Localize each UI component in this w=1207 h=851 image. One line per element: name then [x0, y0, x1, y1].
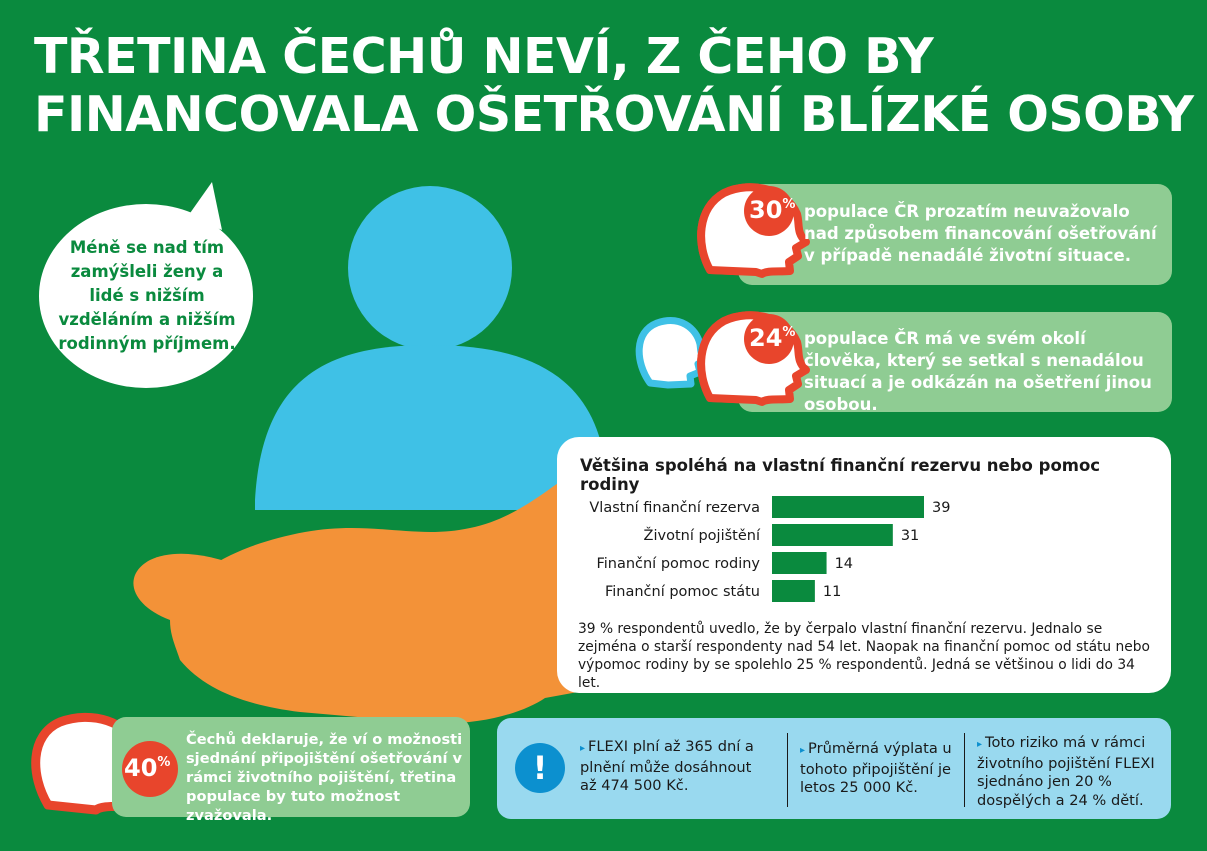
bar-label: Finanční pomoc státu	[604, 584, 760, 600]
exclamation-icon: !	[515, 743, 565, 793]
bar-value-label: 39	[932, 500, 951, 516]
stat-text-30: populace ČR prozatím neuvažovalo nad způsobem financování ošetřování v případě nenadálé životní situace.	[804, 202, 1157, 265]
speech-bubble-text: Méně se nad tím zamýšleli ženy a lidé s nižším vzděláním a nižším rodinným příjmem.	[58, 238, 236, 353]
bar-value-label: 31	[900, 528, 920, 544]
title-line-1: TŘETINA ČECHŮ NEVÍ, Z ČEHO BY	[34, 28, 934, 85]
bar-value-label: 14	[834, 556, 854, 572]
bar-chart	[570, 490, 990, 610]
bar	[772, 552, 827, 574]
info-divider-2	[964, 733, 965, 807]
info-item-1: ▸ FLEXI plní až 365 dní a plnění může dosáhnout až 474 500 Kč.	[580, 738, 754, 794]
bar	[772, 524, 893, 546]
bottom-stat-text: Čechů deklaruje, že ví o možnosti sjednání připojištění ošetřování v rámci životního pojištění, třetina populace by tuto možnost zvažovala.	[186, 731, 463, 824]
chart-note: 39 % respondentů uvedlo, že by čerpalo vlastní finanční rezervu. Jednalo se zejména o starší respondenty nad 54 let. Naopak na finanční pomoc od státu nebo výpomoc rodiny by se spolehlo 25 % respondentů. Jedná se většinou o lidi do 34 let.	[578, 621, 1150, 691]
bar	[772, 580, 815, 602]
bar-label: Vlastní finanční rezerva	[589, 500, 760, 516]
info-divider-1	[787, 733, 788, 807]
stat-value-40: 40%	[124, 754, 171, 782]
stat-value-24: 24%	[749, 324, 796, 352]
info-item-2: ▸ Průměrná výplata u tohoto připojištění je letos 25 000 Kč.	[800, 740, 952, 796]
bar-label: Finanční pomoc rodiny	[596, 556, 760, 572]
bar	[772, 496, 924, 518]
chart-title: Většina spoléhá na vlastní finanční rezervu nebo pomoc rodiny	[580, 456, 1101, 494]
info-item-3: ▸ Toto riziko má v rámci životního pojištění FLEXI sjednáno jen 20 % dospělých a 24 % dětí.	[977, 734, 1155, 809]
bar-value-label: 11	[822, 584, 842, 600]
stat-value-30: 30%	[749, 196, 796, 224]
title-line-2: FINANCOVALA OŠETŘOVÁNÍ BLÍZKÉ OSOBY	[34, 86, 1194, 143]
bar-label: Životní pojištění	[643, 528, 760, 544]
stat-text-24: populace ČR má ve svém okolí člověka, který se setkal s nenadálou situací a je odkázán na ošetření jinou osobou.	[804, 329, 1152, 414]
